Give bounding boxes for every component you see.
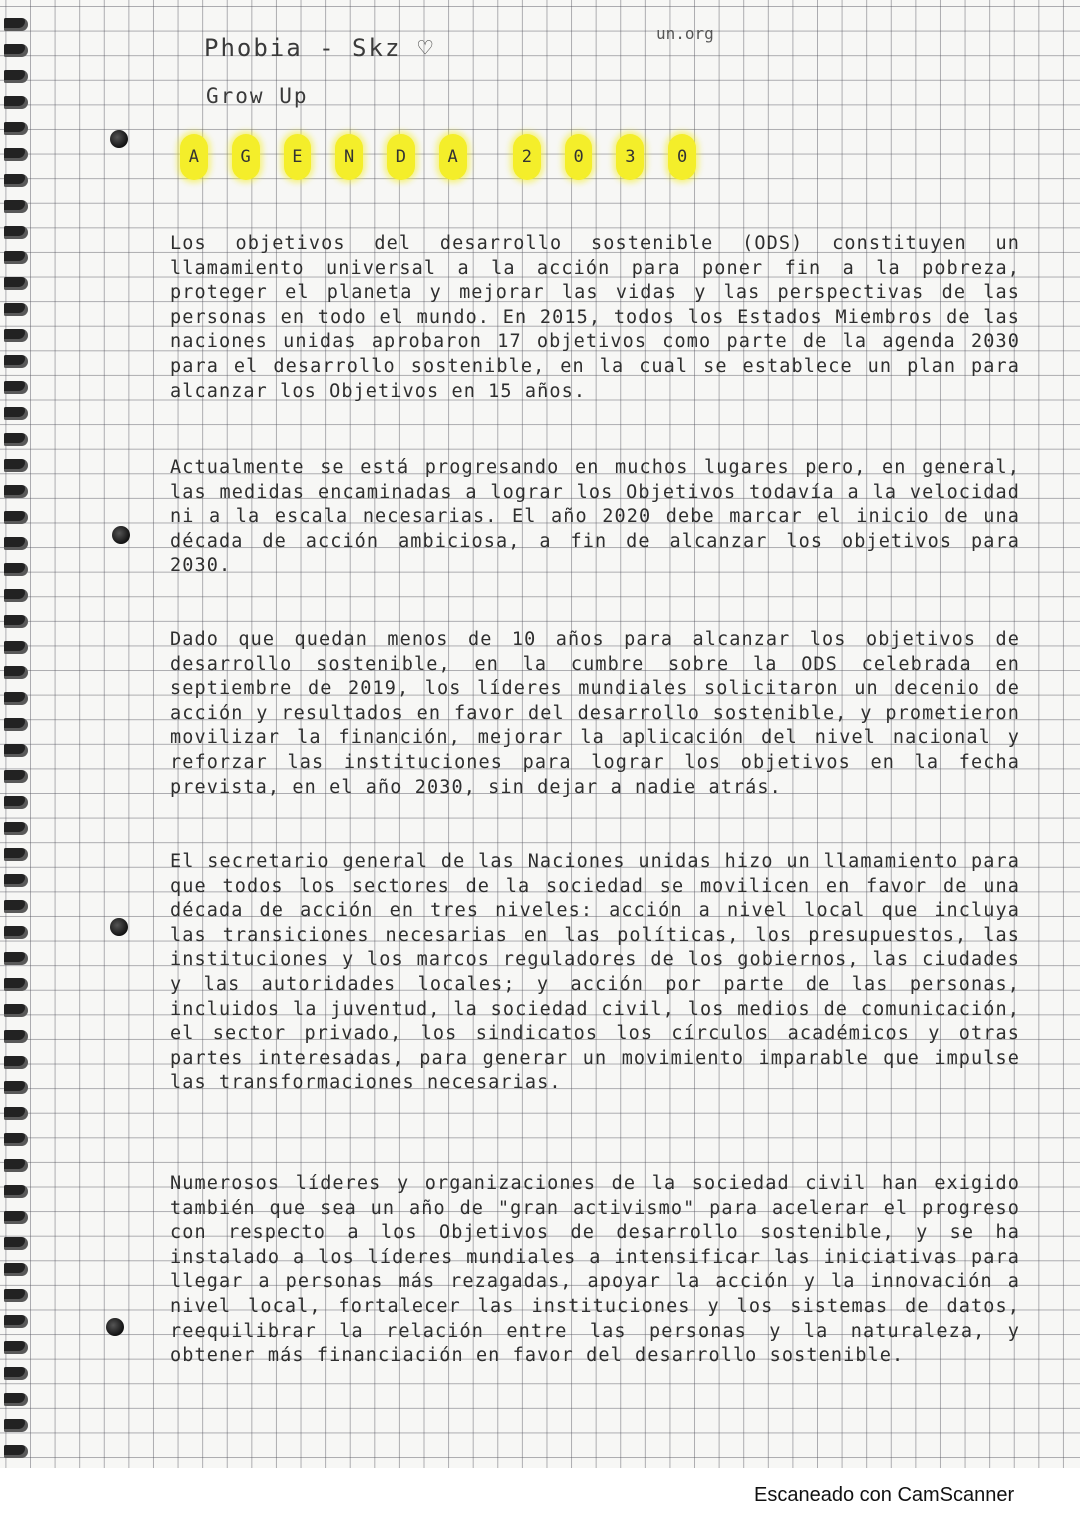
spiral-coil xyxy=(4,1445,28,1458)
spiral-coil xyxy=(4,537,28,550)
spiral-coil xyxy=(4,251,28,264)
spiral-coil xyxy=(4,1289,28,1302)
spiral-coil xyxy=(4,563,28,576)
source-note: un.org xyxy=(656,24,714,43)
spiral-coil xyxy=(4,822,28,835)
spiral-coil xyxy=(4,1004,28,1017)
spiral-coil xyxy=(4,407,28,420)
spiral-coil xyxy=(4,1393,28,1406)
spiral-coil xyxy=(4,96,28,109)
spiral-coil xyxy=(4,18,28,31)
header-song-line: Grow Up xyxy=(206,84,309,108)
header-band-line: Phobia - Skz ♡ xyxy=(204,34,435,62)
title-letter: 0 xyxy=(668,134,696,180)
camscanner-watermark: Escaneado con CamScanner xyxy=(754,1484,1015,1506)
paragraph-ods-intro: Los objetivos del desarrollo sostenible (ODS) constituyen un llamamiento universal a la acción para poner fin a la pobreza, proteger el planeta y mejorar las vidas y las perspectivas de las personas en todo el mundo. En 2015, todos los Estados Miembros de las naciones unidas aprobaron 17 objetivos como parte de la agenda 2030 para el desarrollo sostenible, en la cual se establece un plan para alcanzar los Objetivos en 15 años. xyxy=(170,233,1020,402)
page-title xyxy=(180,128,720,186)
spiral-coil xyxy=(4,589,28,602)
title-letter: G xyxy=(232,134,260,180)
paragraph-secretary-general: El secretario general de las Naciones unidas hizo un llamamiento para que todos los sectores de la sociedad se movilicen en favor de una década de acción en tres niveles: acción a nivel local que incluya las transiciones necesarias en las políticas, los presupuestos, las instituciones y los marcos reguladores de los gobiernos, las ciudades y las autoridades locales; y acción por parte de las personas, incluidos la juventud, la sociedad civil, los medios de comunicación, el sector privado, los sindicatos los círculos académicos y otras partes interesadas, para generar un movimiento imparable que impulse las transformaciones necesarias. xyxy=(170,851,1020,1094)
title-letter: A xyxy=(439,134,467,180)
spiral-coil xyxy=(4,277,28,290)
spiral-coil xyxy=(4,692,28,705)
spiral-coil xyxy=(4,1056,28,1069)
punch-hole xyxy=(112,526,130,544)
spiral-coil xyxy=(4,1237,28,1250)
spiral-coil xyxy=(4,355,28,368)
spiral-coil xyxy=(4,926,28,939)
spiral-coil xyxy=(4,978,28,991)
spiral-coil xyxy=(4,952,28,965)
punch-hole xyxy=(110,130,128,148)
spiral-coil xyxy=(4,174,28,187)
spiral-coil xyxy=(4,122,28,135)
paragraph-progress: Actualmente se está progresando en muchos lugares pero, en general, las medidas encaminadas a lograr los Objetivos todavía a la velocidad ni a la escala necesarias. El año 2020 debe marcar el inicio de una década de acción ambiciosa, a fin de alcanzar los objetivos para 2030. xyxy=(170,457,1020,577)
spiral-coil xyxy=(4,1159,28,1172)
title-letter: 2 xyxy=(513,134,541,180)
spiral-coil xyxy=(4,1263,28,1276)
paragraph-civil-society: Numerosos líderes y organizaciones de la sociedad civil han exigido también que sea un año de "gran activismo" para acelerar el progreso con respecto a los Objetivos de desarrollo sostenible, y se ha instalado a los líderes mundiales a intensificar las iniciativas para llegar a personas más rezagadas, apoyar la acción y la innovación a nivel local, fortalecer las instituciones y los sistemas de datos, reequilibrar la relación entre las personas y la naturaleza, y obtener más financiación en favor del desarrollo sostenible. xyxy=(170,1173,1020,1367)
spiral-coil xyxy=(4,44,28,57)
spiral-coil xyxy=(4,744,28,757)
spiral-coil xyxy=(4,1341,28,1354)
title-letter: N xyxy=(335,134,363,180)
spiral-coil xyxy=(4,1185,28,1198)
spiral-coil xyxy=(4,511,28,524)
spiral-coil xyxy=(4,770,28,783)
punch-hole xyxy=(110,918,128,936)
title-letter: 3 xyxy=(616,134,644,180)
spiral-coil xyxy=(4,226,28,239)
spiral-coil xyxy=(4,433,28,446)
spiral-coil xyxy=(4,718,28,731)
spiral-coil xyxy=(4,1081,28,1094)
spiral-coil xyxy=(4,615,28,628)
spiral-coil xyxy=(4,796,28,809)
spiral-coil xyxy=(4,148,28,161)
spiral-binding xyxy=(0,18,34,1458)
spiral-coil xyxy=(4,200,28,213)
spiral-coil xyxy=(4,1419,28,1432)
spiral-coil xyxy=(4,900,28,913)
spiral-coil xyxy=(4,641,28,654)
title-letter: A xyxy=(180,134,208,180)
spiral-coil xyxy=(4,666,28,679)
title-letter: D xyxy=(387,134,415,180)
paragraph-summit-2019: Dado que quedan menos de 10 años para alcanzar los objetivos de desarrollo sostenible, en la cumbre sobre la ODS celebrada en septiembre de 2019, los líderes mundiales solicitaron un decenio de acción y resultados en favor del desarrollo sostenible, y prometieron movilizar la financión, mejorar la aplicación del nivel nacional y reforzar las instituciones para lograr los objetivos en la fecha prevista, en el año 2030, sin dejar a nadie atrás. xyxy=(170,629,1020,798)
spiral-coil xyxy=(4,848,28,861)
spiral-coil xyxy=(4,1315,28,1328)
spiral-coil xyxy=(4,70,28,83)
title-letter: 0 xyxy=(565,134,593,180)
spiral-coil xyxy=(4,329,28,342)
spiral-coil xyxy=(4,1367,28,1380)
title-letter: E xyxy=(284,134,312,180)
spiral-coil xyxy=(4,874,28,887)
spiral-coil xyxy=(4,1030,28,1043)
spiral-coil xyxy=(4,1133,28,1146)
punch-hole xyxy=(106,1318,124,1336)
spiral-coil xyxy=(4,381,28,394)
spiral-coil xyxy=(4,459,28,472)
spiral-coil xyxy=(4,1211,28,1224)
spiral-coil xyxy=(4,1107,28,1120)
spiral-coil xyxy=(4,485,28,498)
spiral-coil xyxy=(4,303,28,316)
